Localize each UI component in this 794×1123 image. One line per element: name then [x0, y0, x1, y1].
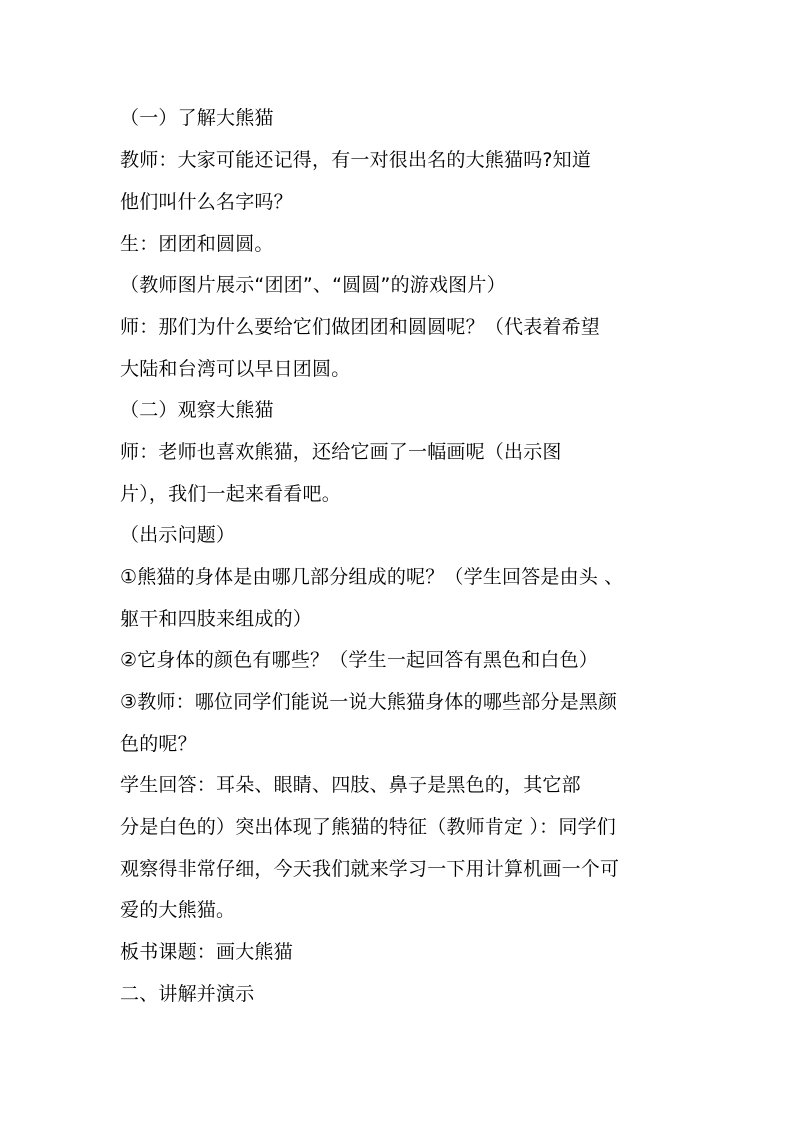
paragraph-line: 师：老师也喜欢熊猫，还给它画了一幅画呢（出示图 — [120, 441, 562, 463]
paragraph-line: 他们叫什么名字吗？ — [120, 191, 293, 213]
section-heading-3: 二、讲解并演示 — [120, 983, 255, 1005]
list-item: ③教师：哪位同学们能说一说大熊猫身体的哪些部分是黑颜 — [120, 691, 618, 713]
paragraph-line: 分是白色的）突出体现了熊猫的特征（教师肯定 ）：同学们 — [120, 816, 616, 838]
paragraph-line: 色的呢？ — [120, 733, 197, 755]
paragraph-line: 学生回答：耳朵、眼睛、四肢、鼻子是黑色的，其它部 — [120, 774, 581, 796]
paragraph-line: 生：团团和圆圆。 — [120, 233, 274, 255]
list-item: ①熊猫的身体是由哪几部分组成的呢？（学生回答是由头 、 — [120, 566, 624, 588]
paragraph-line: （教师图片展示“团团”、“圆圆”的游戏图片） — [120, 274, 506, 296]
paragraph-line: （出示问题） — [120, 524, 236, 546]
board-title-line: 板书课题：画大熊猫 — [120, 941, 293, 963]
paragraph-line: 教师：大家可能还记得，有一对很出名的大熊猫吗?知道 — [120, 149, 592, 171]
section-heading-2: （二）观察大熊猫 — [120, 399, 274, 421]
list-item: ②它身体的颜色有哪些？（学生一起回答有黑色和白色） — [120, 649, 599, 671]
section-heading-1: （一）了解大熊猫 — [120, 107, 274, 129]
paragraph-line: 躯干和四肢来组成的） — [120, 608, 313, 630]
paragraph-line: 大陆和台湾可以早日团圆。 — [120, 358, 351, 380]
paragraph-line: 爱的大熊猫。 — [120, 899, 236, 921]
paragraph-line: 观察得非常仔细，今天我们就来学习一下用计算机画一个可 — [120, 858, 620, 880]
paragraph-line: 师：那们为什么要给它们做团团和圆圆呢？（代表着希望 — [120, 316, 601, 338]
paragraph-line: 片），我们一起来看看吧。 — [120, 483, 341, 505]
